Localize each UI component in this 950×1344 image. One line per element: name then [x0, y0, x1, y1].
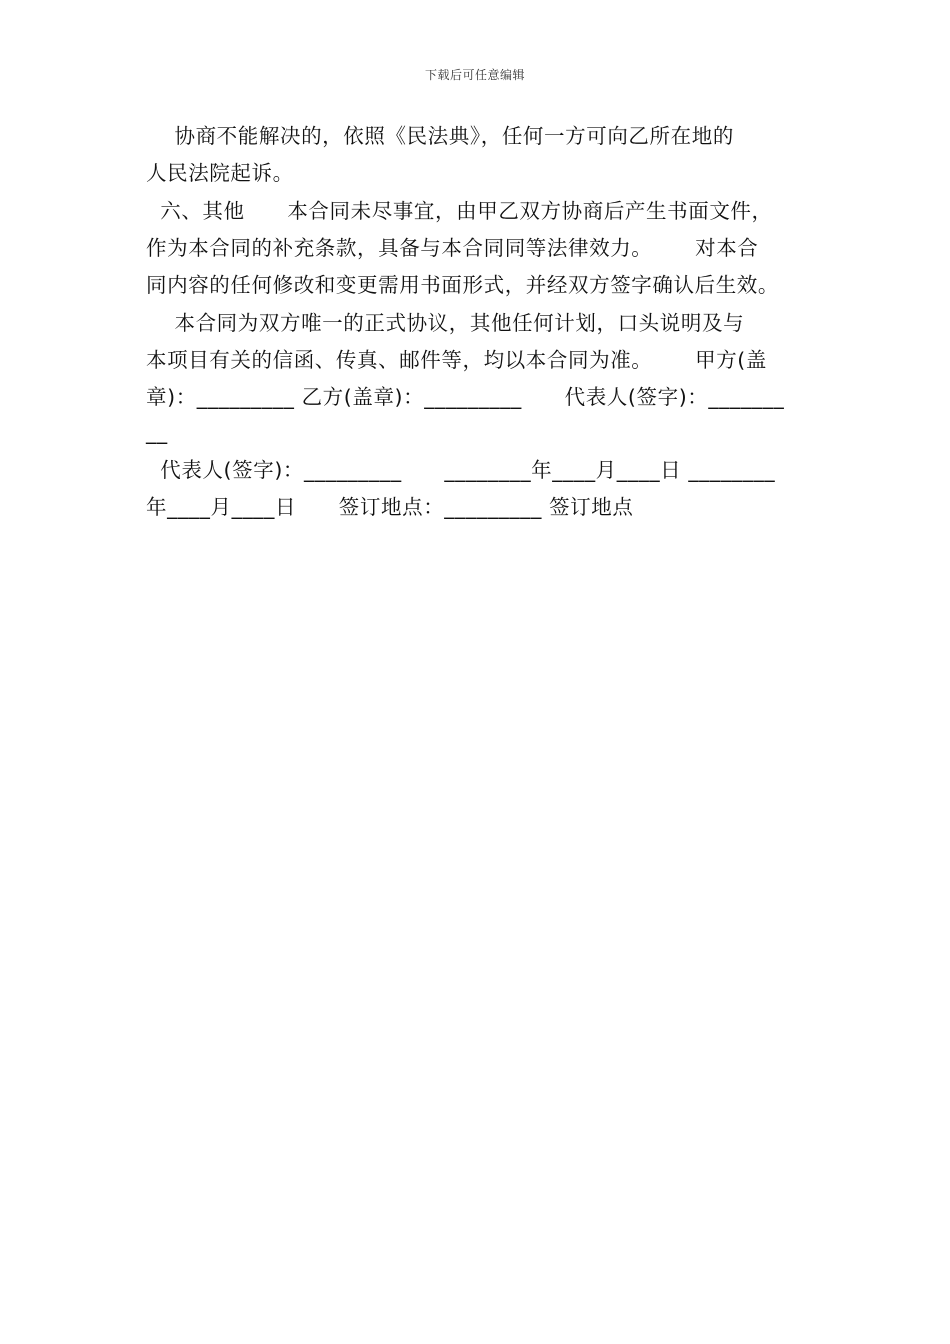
signature-line: __ [146, 420, 168, 444]
contract-line: 六、其他 本合同未尽事宜，由甲乙双方协商后产生书面文件， [146, 199, 773, 223]
contract-line: 作为本合同的补充条款，具备与本合同同等法律效力。 对本合 [146, 236, 759, 260]
contract-line: 协商不能解决的，依照《民法典》，任何一方可向乙所在地的 [146, 124, 734, 148]
contract-line: 本合同为双方唯一的正式协议，其他任何计划，口头说明及与 [146, 311, 745, 335]
signature-line: 章)：_________ 乙方(盖章)：_________ 代表人(签字)：_______ [146, 385, 785, 409]
page-header: 下载后可任意编辑 [424, 68, 525, 82]
signature-line: 年____月____日 签订地点：_________ 签订地点 [146, 495, 634, 519]
signature-line: 代表人(签字)：_________ ________年____月____日 ________ [146, 458, 776, 482]
contract-line: 本项目有关的信函、传真、邮件等，均以本合同为准。 甲方(盖 [146, 348, 767, 372]
contract-line: 人民法院起诉。 [146, 161, 294, 185]
contract-line: 同内容的任何修改和变更需用书面形式，并经双方签字确认后生效。 [146, 273, 779, 297]
